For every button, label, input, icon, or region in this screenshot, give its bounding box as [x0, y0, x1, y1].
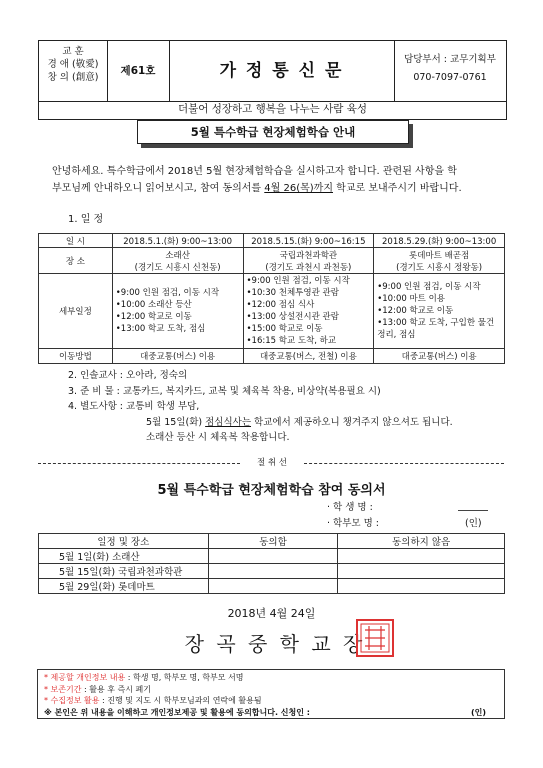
intro-text-end: 학교로 보내주시기 바랍니다.	[333, 183, 462, 194]
list-item: • 12:00 학교로 이동	[116, 311, 240, 323]
official-seal-icon	[355, 618, 395, 658]
agree-cell[interactable]	[208, 579, 338, 594]
parent-name-label: · 학부모 명 :	[327, 518, 379, 529]
consent-table	[38, 533, 505, 594]
disagree-cell[interactable]	[338, 564, 505, 579]
consent-line-3	[44, 695, 498, 707]
date-2: 2018.5.15.(화) 9:00~16:15	[243, 234, 374, 248]
parent-seal: (인)	[465, 518, 482, 529]
list-item: • 15:00 학교로 이동	[247, 323, 371, 335]
list-item: • 13:00 상설전시관 관람	[247, 311, 371, 323]
dept-info	[395, 51, 505, 87]
consent-label: * 수집정보 활용	[44, 696, 100, 705]
consent-text: : 학생 명, 학부모 명, 학부모 서명	[125, 673, 244, 682]
list-item: • 9:00 인원 점검, 이동 시작	[116, 287, 240, 299]
motto-value-1: 경 애 (敬愛)	[47, 59, 99, 70]
list-item: • 16:15 학교 도착, 하교	[247, 335, 371, 347]
list-item: • 9:00 인원 점검, 이동 시작	[247, 275, 371, 287]
issue-number: 제61호	[107, 41, 170, 101]
consent-line-4	[44, 707, 498, 719]
list-item: • 13:00 학교 도착, 점심	[116, 323, 240, 335]
list-item: • 13:00 학교 도착, 구입한 물건 정리, 점심	[377, 317, 501, 341]
list-item: • 12:00 학교로 이동	[377, 305, 501, 317]
consent-statement: ※ 본인은 위 내용을 이해하고 개인정보제공 및 활용에 동의합니다. 신청인 :	[44, 707, 310, 717]
notes	[68, 368, 508, 446]
note-lunch-date: 5월 15일(화)	[146, 416, 206, 428]
place-name: 국립과천과학관	[279, 250, 338, 261]
note-lunch-text: 학교에서 제공하오니 챙겨주지 않으셔도 됩니다.	[251, 416, 453, 428]
motto-value-2: 창 의 (創意)	[47, 72, 99, 83]
motto-box	[39, 41, 108, 101]
date-3: 2018.5.29.(화) 9:00~13:00	[374, 234, 505, 248]
date-1: 2018.5.1.(화) 9:00~13:00	[112, 234, 243, 248]
note-extra: 4. 별도사항 : 교통비 학생 부담,	[68, 401, 200, 412]
list-item: • 10:00 마트 이용	[377, 293, 501, 305]
cut-label: 절 취 선	[256, 458, 288, 468]
student-name-label: · 학 생 명 :	[327, 502, 373, 513]
issue-date: 2018년 4월 24일	[227, 607, 316, 620]
form-row-label: 5월 1일(화) 소래산	[39, 549, 209, 564]
form-row-label: 5월 29일(화) 롯데마트	[39, 579, 209, 594]
privacy-consent-box	[37, 669, 505, 719]
applicant-seal: (인)	[470, 707, 486, 717]
consent-label: * 보존기간	[44, 684, 82, 694]
note-supplies: 3. 준 비 물 : 교통카드, 복지카드, 교복 및 체육복 착용, 비상약(복용필요 시)	[68, 385, 381, 397]
intro-line-1: 안녕하세요. 특수학급에서 2018년 5월 현장체험학습을 실시하고자 합니다. 관련된 사항을 학	[52, 166, 457, 177]
detail-3	[374, 274, 505, 349]
note-lunch	[68, 415, 508, 431]
consent-line-1	[44, 672, 498, 684]
disagree-cell[interactable]	[338, 579, 505, 594]
detail-2	[243, 274, 374, 349]
label-date: 일 시	[39, 234, 113, 248]
motto-label: 교 훈	[62, 46, 84, 57]
place-1	[112, 248, 243, 274]
note-hiking: 소래산 등산 시 체육복 착용합니다.	[146, 432, 290, 443]
cut-line-left	[38, 463, 240, 464]
list-item: • 12:00 점심 식사	[247, 299, 371, 311]
list-item: • 10:30 천체투영관 관람	[247, 287, 371, 299]
note-lunch-under: 점심식사는	[205, 416, 252, 428]
transport-2: 대중교통(버스, 전철) 이용	[243, 349, 374, 364]
consent-label: * 제공할 개인정보 내용	[44, 673, 126, 682]
disagree-cell[interactable]	[338, 549, 505, 564]
agree-cell[interactable]	[208, 564, 338, 579]
note-teachers: 2. 인솔교사 : 오아라, 정숙의	[68, 370, 188, 381]
form-header-agree: 동의함	[208, 534, 338, 549]
list-item: • 10:00 소래산 등산	[116, 299, 240, 311]
transport-1: 대중교통(버스) 이용	[112, 349, 243, 364]
place-address: (경기도 과천시 과천동)	[265, 262, 352, 273]
consent-text: : 활용 후 즉시 폐기	[81, 684, 151, 694]
form-title: 5월 특수학급 현장체험학습 참여 동의서	[157, 483, 386, 498]
cut-line-right	[304, 463, 504, 464]
notice-title: 5월 특수학급 현장체험학습 안내	[137, 120, 409, 144]
intro-line-2	[52, 180, 502, 197]
list-item: • 9:00 인원 점검, 이동 시작	[377, 281, 501, 293]
form-header-schedule: 일정 및 장소	[39, 534, 209, 549]
agree-cell[interactable]	[208, 549, 338, 564]
place-address: (경기도 시흥시 신천동)	[134, 262, 221, 273]
newsletter-title: 가 정 통 신 문	[169, 41, 395, 101]
label-detail: 세부일정	[39, 274, 113, 349]
motto-line: 더불어 성장하고 행복을 나누는 사람 육성	[38, 100, 507, 120]
place-3	[374, 248, 505, 274]
place-2	[243, 248, 374, 274]
dept-phone: 070-7097-0761	[413, 72, 487, 83]
header-box	[38, 40, 507, 102]
student-name-field[interactable]	[458, 499, 488, 511]
form-row-label: 5월 15일(화) 국립과천과학관	[39, 564, 209, 579]
label-place: 장 소	[39, 248, 113, 274]
schedule-table	[38, 233, 505, 364]
deadline: 4월 26(목)까지	[264, 183, 333, 194]
principal-name: 장 곡 중 학 교 장	[184, 632, 366, 656]
place-name: 소래산	[165, 250, 190, 261]
consent-line-2	[44, 684, 498, 696]
consent-text: : 진행 및 지도 시 학부모님과의 연락에 활용됨	[99, 696, 262, 705]
place-name: 롯데마트 배곧점	[409, 250, 470, 261]
intro-text: 부모님께 안내하오니 읽어보시고, 참여 동의서를	[52, 183, 265, 194]
label-transport: 이동방법	[39, 349, 113, 364]
intro-paragraph	[52, 163, 502, 197]
detail-1	[112, 274, 243, 349]
section-schedule-heading: 1. 일 정	[68, 214, 104, 225]
place-address: (경기도 시흥시 정왕동)	[396, 262, 483, 273]
dept-name: 담당부서 : 교무기획부	[404, 54, 496, 65]
form-header-disagree: 동의하지 않음	[338, 534, 505, 549]
transport-3: 대중교통(버스) 이용	[374, 349, 505, 364]
